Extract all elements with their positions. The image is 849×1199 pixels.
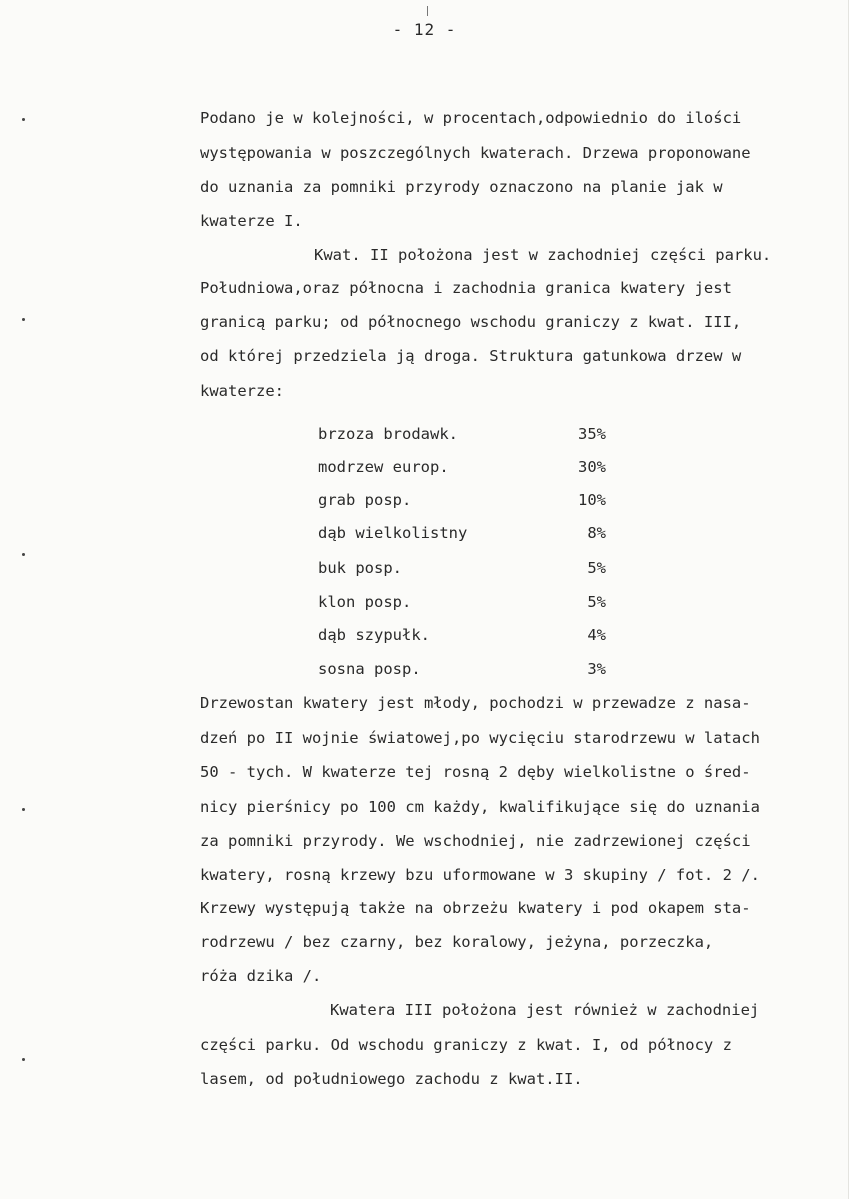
species-name: dąb szypułk.: [318, 626, 430, 644]
text-line: kwaterze I.: [200, 212, 303, 230]
text-line: występowania w poszczególnych kwaterach. Drzewa proponowane: [200, 144, 751, 162]
species-name: brzoza brodawk.: [318, 425, 458, 443]
species-name: modrzew europ.: [318, 458, 449, 476]
species-name: dąb wielkolistny: [318, 524, 468, 542]
species-row: [318, 490, 618, 510]
species-percent: 35%: [578, 425, 606, 443]
text-line: Kwatera III położona jest również w zachodniej: [330, 1001, 760, 1019]
text-line: części parku. Od wschodu graniczy z kwat. I, od północy z: [200, 1036, 732, 1054]
text-line: dzeń po II wojnie światowej,po wycięciu starodrzewu w latach: [200, 729, 760, 747]
text-line: Krzewy występują także na obrzeżu kwatery i pod okapem sta-: [200, 899, 751, 917]
top-tick-mark: [427, 6, 428, 16]
margin-dot: [22, 318, 25, 321]
species-row: [318, 457, 618, 477]
page-number: - 12 -: [392, 20, 457, 39]
text-line: rodrzewu / bez czarny, bez koralowy, jeżyna, porzeczka,: [200, 933, 714, 951]
species-row: [318, 625, 618, 645]
species-row: [318, 659, 618, 679]
species-percent: 10%: [578, 491, 606, 509]
margin-dot: [22, 1058, 25, 1061]
text-line: Drzewostan kwatery jest młody, pochodzi w przewadze z nasa-: [200, 694, 751, 712]
species-name: buk posp.: [318, 559, 402, 577]
species-name: klon posp.: [318, 593, 412, 611]
margin-dot: [22, 553, 25, 556]
text-line: lasem, od południowego zachodu z kwat.II.: [200, 1070, 583, 1088]
text-line: kwatery, rosną krzewy bzu uformowane w 3 skupiny / fot. 2 /.: [200, 866, 760, 884]
text-line: Podano je w kolejności, w procentach,odpowiednio do ilości: [200, 109, 742, 127]
species-percent: 4%: [587, 626, 606, 644]
text-line: od której przedziela ją droga. Struktura gatunkowa drzew w: [200, 347, 742, 365]
species-row: [318, 523, 618, 543]
text-line: Południowa,oraz północna i zachodnia granica kwatery jest: [200, 279, 732, 297]
species-row: [318, 424, 618, 444]
text-line: za pomniki przyrody. We wschodniej, nie zadrzewionej części: [200, 832, 751, 850]
species-percent: 3%: [587, 660, 606, 678]
text-line: granicą parku; od północnego wschodu graniczy z kwat. III,: [200, 313, 742, 331]
species-percent: 5%: [587, 559, 606, 577]
margin-dot: [22, 118, 25, 121]
text-line: nicy pierśnicy po 100 cm każdy, kwalifikujące się do uznania: [200, 798, 760, 816]
text-line: róża dzika /.: [200, 967, 322, 985]
species-row: [318, 558, 618, 578]
text-line: Kwat. II położona jest w zachodniej części parku.: [314, 246, 772, 264]
species-row: [318, 592, 618, 612]
margin-dot: [22, 808, 25, 811]
text-line: 50 - tych. W kwaterze tej rosną 2 dęby wielkolistne o śred-: [200, 763, 751, 781]
species-name: sosna posp.: [318, 660, 421, 678]
species-percent: 5%: [587, 593, 606, 611]
text-line: do uznania za pomniki przyrody oznaczono na planie jak w: [200, 178, 723, 196]
text-line: kwaterze:: [200, 382, 284, 400]
species-percent: 30%: [578, 458, 606, 476]
species-name: grab posp.: [318, 491, 412, 509]
species-percent: 8%: [587, 524, 606, 542]
